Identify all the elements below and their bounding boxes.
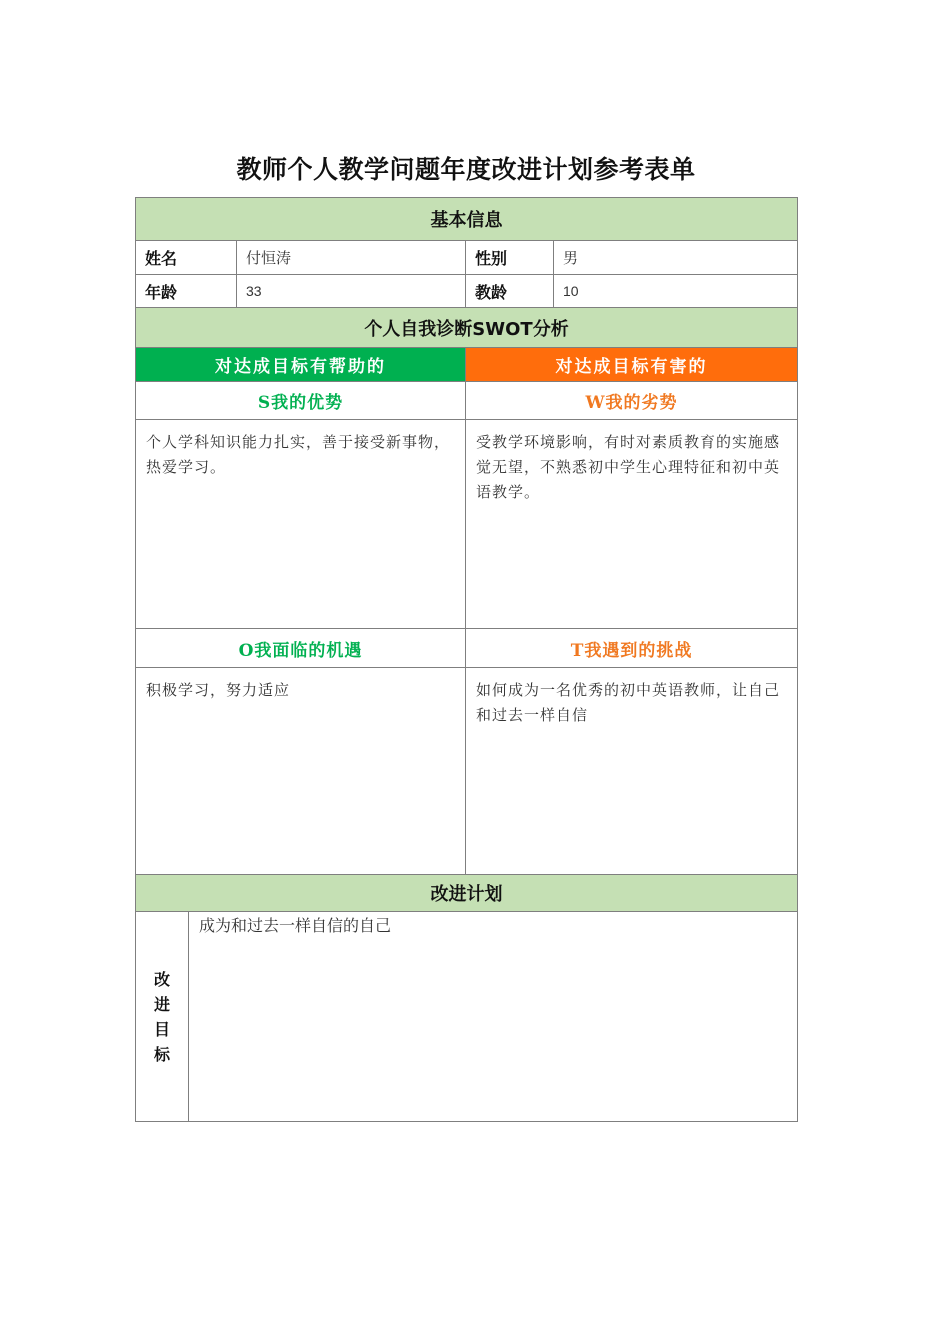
helpful-header: 对达成目标有帮助的 <box>136 348 466 382</box>
goal-label <box>136 912 189 1122</box>
gender-label: 性别 <box>466 241 554 275</box>
improvement-plan-form <box>135 197 798 1122</box>
threats-title: T我遇到的挑战 <box>466 629 798 668</box>
weaknesses-title: W我的劣势 <box>466 382 798 420</box>
improvement-header: 改进计划 <box>136 875 798 912</box>
goal-label-char: 目 <box>153 1019 170 1039</box>
age-label: 年龄 <box>136 275 237 308</box>
strengths-title: S我的优势 <box>136 382 466 420</box>
weaknesses-text[interactable]: 受教学环境影响，有时对素质教育的实施感觉无望，不熟悉初中学生心理特征和初中英语教学。 <box>466 420 798 629</box>
opportunities-title: O我面临的机遇 <box>136 629 466 668</box>
teaching-years-value[interactable]: 10 <box>554 275 798 308</box>
harmful-header: 对达成目标有害的 <box>466 348 798 382</box>
name-label: 姓名 <box>136 241 237 275</box>
goal-label-char: 标 <box>153 1044 170 1064</box>
goal-label-char: 进 <box>153 994 170 1014</box>
page-title: 教师个人教学问题年度改进计划参考表单 <box>236 155 696 184</box>
strengths-text[interactable]: 个人学科知识能力扎实，善于接受新事物，热爱学习。 <box>136 420 466 629</box>
name-value[interactable]: 付恒涛 <box>237 241 466 275</box>
gender-value[interactable]: 男 <box>554 241 798 275</box>
goal-label-char: 改 <box>153 969 170 989</box>
basic-info-header: 基本信息 <box>136 198 798 241</box>
opportunities-text[interactable]: 积极学习，努力适应 <box>136 668 466 875</box>
threats-text[interactable]: 如何成为一名优秀的初中英语教师，让自己和过去一样自信 <box>466 668 798 875</box>
goal-text[interactable]: 成为和过去一样自信的自己 <box>189 912 798 1122</box>
teaching-years-label: 教龄 <box>466 275 554 308</box>
swot-header: 个人自我诊断SWOT分析 <box>136 308 798 348</box>
age-value[interactable]: 33 <box>237 275 466 308</box>
